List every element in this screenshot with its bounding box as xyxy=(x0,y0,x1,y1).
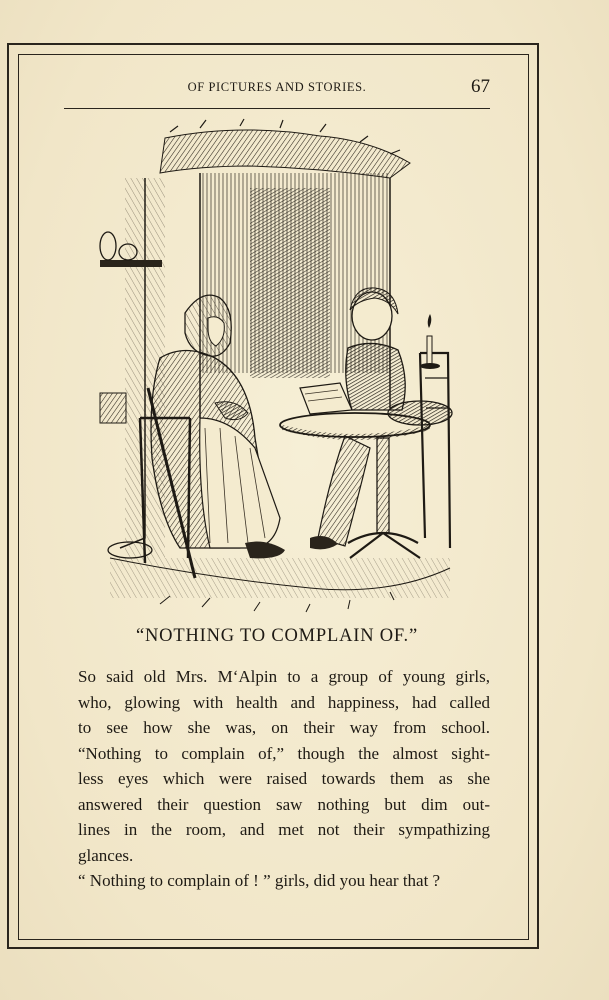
text-line: who, glowing with health and happiness, had called xyxy=(78,692,490,712)
text-line: lines in the room, and met not their sympathizing xyxy=(78,820,490,839)
chapter-title: “NOTHING TO COMPLAIN OF.” xyxy=(136,626,418,646)
text-line: less eyes which were raised towards them as she xyxy=(78,769,490,788)
text-line: to see how she was, on their way from school. xyxy=(78,718,490,737)
text-line: glances. xyxy=(78,845,134,865)
text-line: So said old Mrs. M‘Alpin to a group of young girls, xyxy=(78,667,490,686)
running-head-title: OF PICTURES AND STORIES. xyxy=(187,80,367,94)
paragraph-1 xyxy=(60,664,490,868)
paragraph-2 xyxy=(60,868,490,894)
engraving-illustration xyxy=(90,118,470,613)
text-line: “ Nothing to complain of ! ” girls, did you hear that ? xyxy=(78,871,441,890)
body-text xyxy=(60,664,490,894)
text-line: answered their question saw nothing but dim out- xyxy=(78,794,490,814)
running-head xyxy=(64,76,490,100)
page-number: 67 xyxy=(471,76,490,97)
header-rule xyxy=(64,108,490,109)
text-line: “Nothing to complain of,” though the almost sight- xyxy=(78,743,490,763)
